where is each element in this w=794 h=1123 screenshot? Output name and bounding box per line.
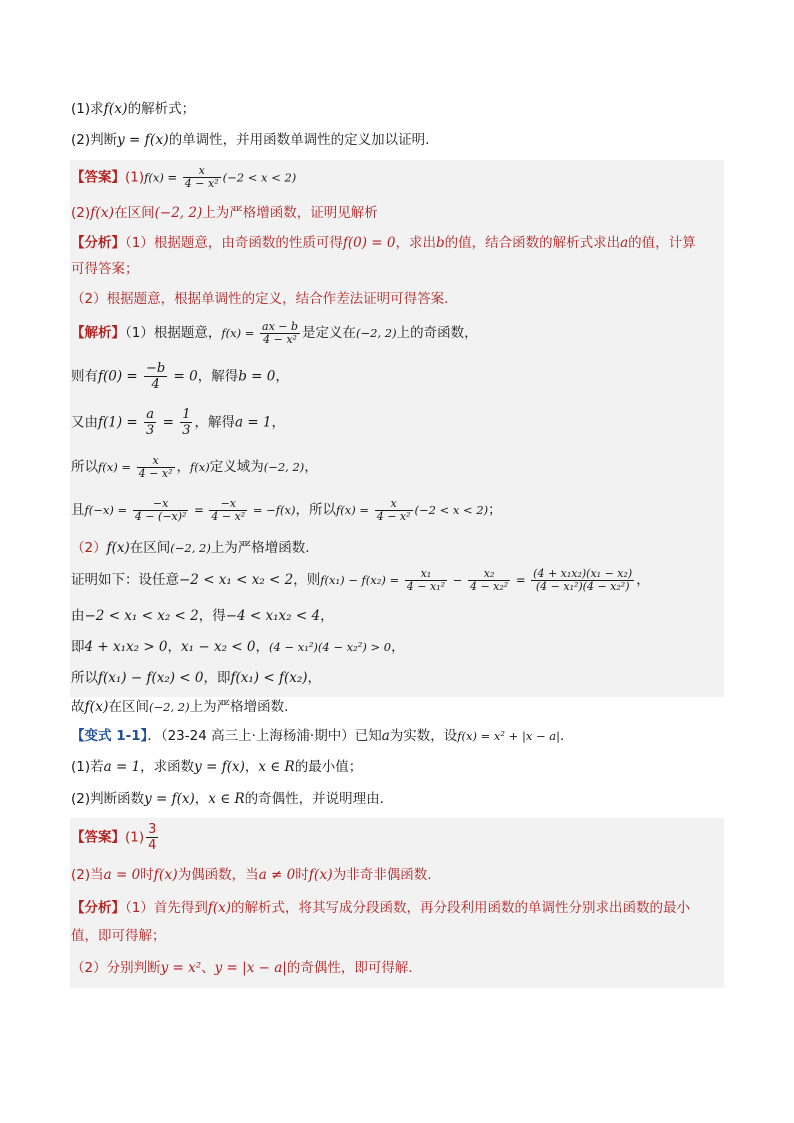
variant-analysis-1: 【分析】（1）首先得到f(x)的解析式，将其写成分段函数，再分段利用函数的单调性分别求出函数的最小	[71, 900, 690, 916]
fraction: $\frac{-x}{\text{4 − x²}}$	[211, 496, 246, 523]
math: a	[620, 235, 629, 251]
variant-analysis-1-line-2: 值，即可得解；	[71, 928, 166, 944]
math: f(x)	[103, 101, 128, 117]
math: −4 < x₁x₂ < 4	[225, 608, 321, 624]
solution-step-8: 由−2 < x₁ < x₂ < 2，得−4 < x₁x₂ < 4，	[71, 608, 334, 624]
math: b = 0	[238, 368, 276, 385]
math: f(0) = 0	[342, 235, 396, 251]
math: f(x)	[153, 867, 178, 883]
variant-tag: 【变式 1-1】	[71, 728, 148, 744]
math: y = x²	[160, 960, 202, 976]
math: =	[158, 414, 179, 431]
math: f(x)	[90, 205, 115, 221]
math: =	[163, 170, 181, 185]
solution-step-2: 则有f(0) = $\frac{-b}{4}$ = 0，解得b = 0，	[71, 361, 289, 392]
variant-answer-2: (2)当a = 0时f(x)为偶函数，当a ≠ 0时f(x)为非奇非偶函数.	[71, 867, 432, 883]
variant-analysis-2: （2）分别判断y = x²、y = |x − a|的奇偶性，即可得解.	[71, 960, 413, 976]
math: (−2, 2)	[154, 205, 203, 221]
math: a ≠ 0	[258, 867, 296, 883]
math: (−2, 2)	[356, 326, 397, 340]
math: f(x) =	[221, 326, 259, 340]
fraction: $\frac{1}{3}$	[182, 407, 191, 438]
fraction: $\frac{ax - b}{\text{4 − x²}}$	[262, 319, 299, 346]
question-1	[71, 99, 723, 119]
math: x ∈ R	[208, 791, 245, 807]
math: y = f(x)	[144, 791, 195, 807]
solution-step-10: 所以f(x₁) − f(x₂) < 0，即f(x₁) < f(x₂)，	[71, 670, 322, 686]
math: a	[381, 728, 390, 744]
math: −2 < x₁ < x₂ < 2	[84, 608, 199, 624]
math: (−2 < x < 2)	[222, 170, 297, 185]
math: f(x)	[308, 867, 333, 883]
text: (1)	[125, 169, 145, 186]
math: f(x₁) − f(x₂) =	[320, 573, 403, 587]
math: f(x)	[190, 460, 210, 474]
math: f(x₁) − f(x₂) < 0	[98, 670, 204, 686]
solution-step-3: 又由f(1) = $\frac{a}{3}$ = $\frac{1}{3}$ ，解得a = 1，	[71, 407, 286, 438]
fraction: $\frac{\text{x₂}}{\text{4 − x₂²}}$	[469, 566, 509, 593]
math: f(x) = x² + |x − a|	[457, 729, 561, 743]
math: (−2, 2)	[149, 700, 190, 714]
math: f(x)	[106, 540, 130, 556]
solution-step-4: 所以f(x) = $\frac{x}{\text{4 − x²}}$ ，f(x)定义域为(−2, 2)，	[71, 453, 318, 480]
fraction: $\frac{x}{\text{4 − x²}}$	[376, 496, 411, 523]
math: y = |x − a|	[214, 960, 287, 976]
text: 上为严格增函数，证明见解析	[202, 205, 378, 221]
math: f(x)	[207, 900, 231, 916]
math: = −f(x)	[249, 503, 296, 517]
math: (−2, 2)	[263, 460, 305, 474]
fraction: $\frac{-x}{\text{4 − (−x)²}}$	[134, 496, 187, 523]
math: f(1) =	[98, 414, 143, 431]
analysis-tag: 【分析】	[71, 235, 125, 251]
math: f(x₁) < f(x₂)	[230, 670, 308, 686]
math: (−2, 2)	[170, 541, 211, 555]
math: f(x) =	[98, 460, 135, 474]
fraction: $\frac{3}{4}$	[148, 822, 157, 853]
analysis-1-line: 【分析】（1）根据题意，由奇函数的性质可得f(0) = 0，求出b的值，结合函数的解析式求出a的值，计算	[71, 235, 696, 251]
variant-question-1: (1)若a = 1，求函数y = f(x)，x ∈ R的最小值；	[71, 759, 363, 775]
fraction: $\frac{\text{x₁}}{\text{4 − x₁²}}$	[406, 566, 446, 593]
text: (1)求	[71, 101, 104, 117]
fraction: $\frac{x}{\text{4 − x²}}$	[138, 453, 173, 480]
variant-question-2: (2)判断函数y = f(x)，x ∈ R的奇偶性，并说明理由.	[71, 791, 384, 807]
analysis-2-line: （2）根据题意，根据单调性的定义，结合作差法证明可得答案．	[71, 291, 458, 307]
answer-tag: 【答案】	[71, 169, 125, 186]
text: (2)	[71, 205, 91, 221]
math: f(x)	[144, 132, 169, 148]
fraction: $\frac{\text{(4 + x₁x₂)(x₁ − x₂)}}{\text{(4 − x₁²)(4 − x₂²)}}$	[533, 566, 633, 593]
math: x ∈ R	[258, 759, 295, 775]
math: 4 + x₁x₂ > 0	[84, 639, 168, 655]
fraction: $\frac{a}{3}$	[146, 407, 155, 438]
text: 的解析式；	[127, 101, 196, 117]
answer-tag: 【答案】	[71, 829, 125, 846]
solution-1-line: 【解析】（1）根据题意，f(x) = $\frac{ax - b}{\text{4 − x²}}$ 是定义在(−2, 2)上的奇函数，	[71, 319, 478, 346]
math: f(−x) =	[84, 503, 131, 517]
math: f(0) =	[98, 368, 143, 385]
math: b	[435, 235, 445, 251]
math: a = 1	[103, 759, 141, 775]
solution-step-9: 即4 + x₁x₂ > 0，x₁ − x₂ < 0，(4 − x₁²)(4 − x₂²) > 0，	[71, 639, 405, 655]
text: 的单调性，并用函数单调性的定义加以证明.	[168, 132, 430, 148]
text: (2)判断	[71, 132, 118, 148]
variant-answer-1: 【答案】(1) $\frac{3}{4}$	[71, 822, 157, 853]
math: f(x)	[144, 170, 164, 185]
math: f(x) =	[336, 503, 373, 517]
analysis-tag: 【分析】	[71, 900, 125, 916]
math: (4 − x₁²)(4 − x₂²) > 0	[268, 640, 392, 654]
analysis-1-line-2: 可得答案；	[71, 261, 139, 277]
math: f(x)	[84, 699, 109, 715]
math: x₁ − x₂ < 0	[181, 639, 256, 655]
math: −2 < x₁ < x₂ < 2	[179, 572, 294, 588]
solution-tag: 【解析】	[71, 325, 125, 341]
math: a = 1	[234, 414, 272, 431]
math: a = 0	[103, 867, 141, 883]
answer-1-line	[71, 165, 723, 190]
solution-step-11: 故f(x)在区间(−2, 2)上为严格增函数.	[71, 699, 289, 715]
math: (−2 < x < 2)	[414, 503, 489, 517]
fraction: $\frac{-b}{4}$	[146, 361, 166, 392]
solution-step-6: （2）f(x)在区间(−2, 2)上为严格增函数.	[71, 540, 310, 556]
solution-step-5: 且f(−x) = $\frac{-x}{\text{4 − (−x)²}}$ = $\frac{-x}{\text{4 − x²}}$ = −f(x)，所以f(x) = $\frac{x}{\text{4 − x²}}$ (−2 < x < 2)；	[71, 496, 502, 523]
answer-2-line	[71, 203, 723, 223]
math: y	[117, 132, 125, 148]
math: y = f(x)	[194, 759, 245, 775]
variant-heading: 【变式 1-1】．（23-24 高三上·上海杨浦·期中）已知a为实数，设f(x) = x² + |x − a|.	[71, 728, 565, 744]
solution-step-7: 证明如下：设任意−2 < x₁ < x₂ < 2，则f(x₁) − f(x₂) = $\frac{\text{x₁}}{\text{4 − x₁²}}$ − $\frac{\text{x₂}}{\text{4 − x₂²}}$ = $\frac{\text{(4 + x₁x₂)(x₁ − x₂)}}{\text{(4 − x₁²)(4 − x₂²)}}$ ，	[71, 566, 650, 593]
text: 在区间	[114, 205, 155, 221]
math: = 0	[169, 368, 198, 385]
fraction: $\frac{x}{\text{4 − x²}}$	[184, 164, 219, 190]
math: =	[124, 132, 145, 148]
question-2	[71, 130, 723, 150]
